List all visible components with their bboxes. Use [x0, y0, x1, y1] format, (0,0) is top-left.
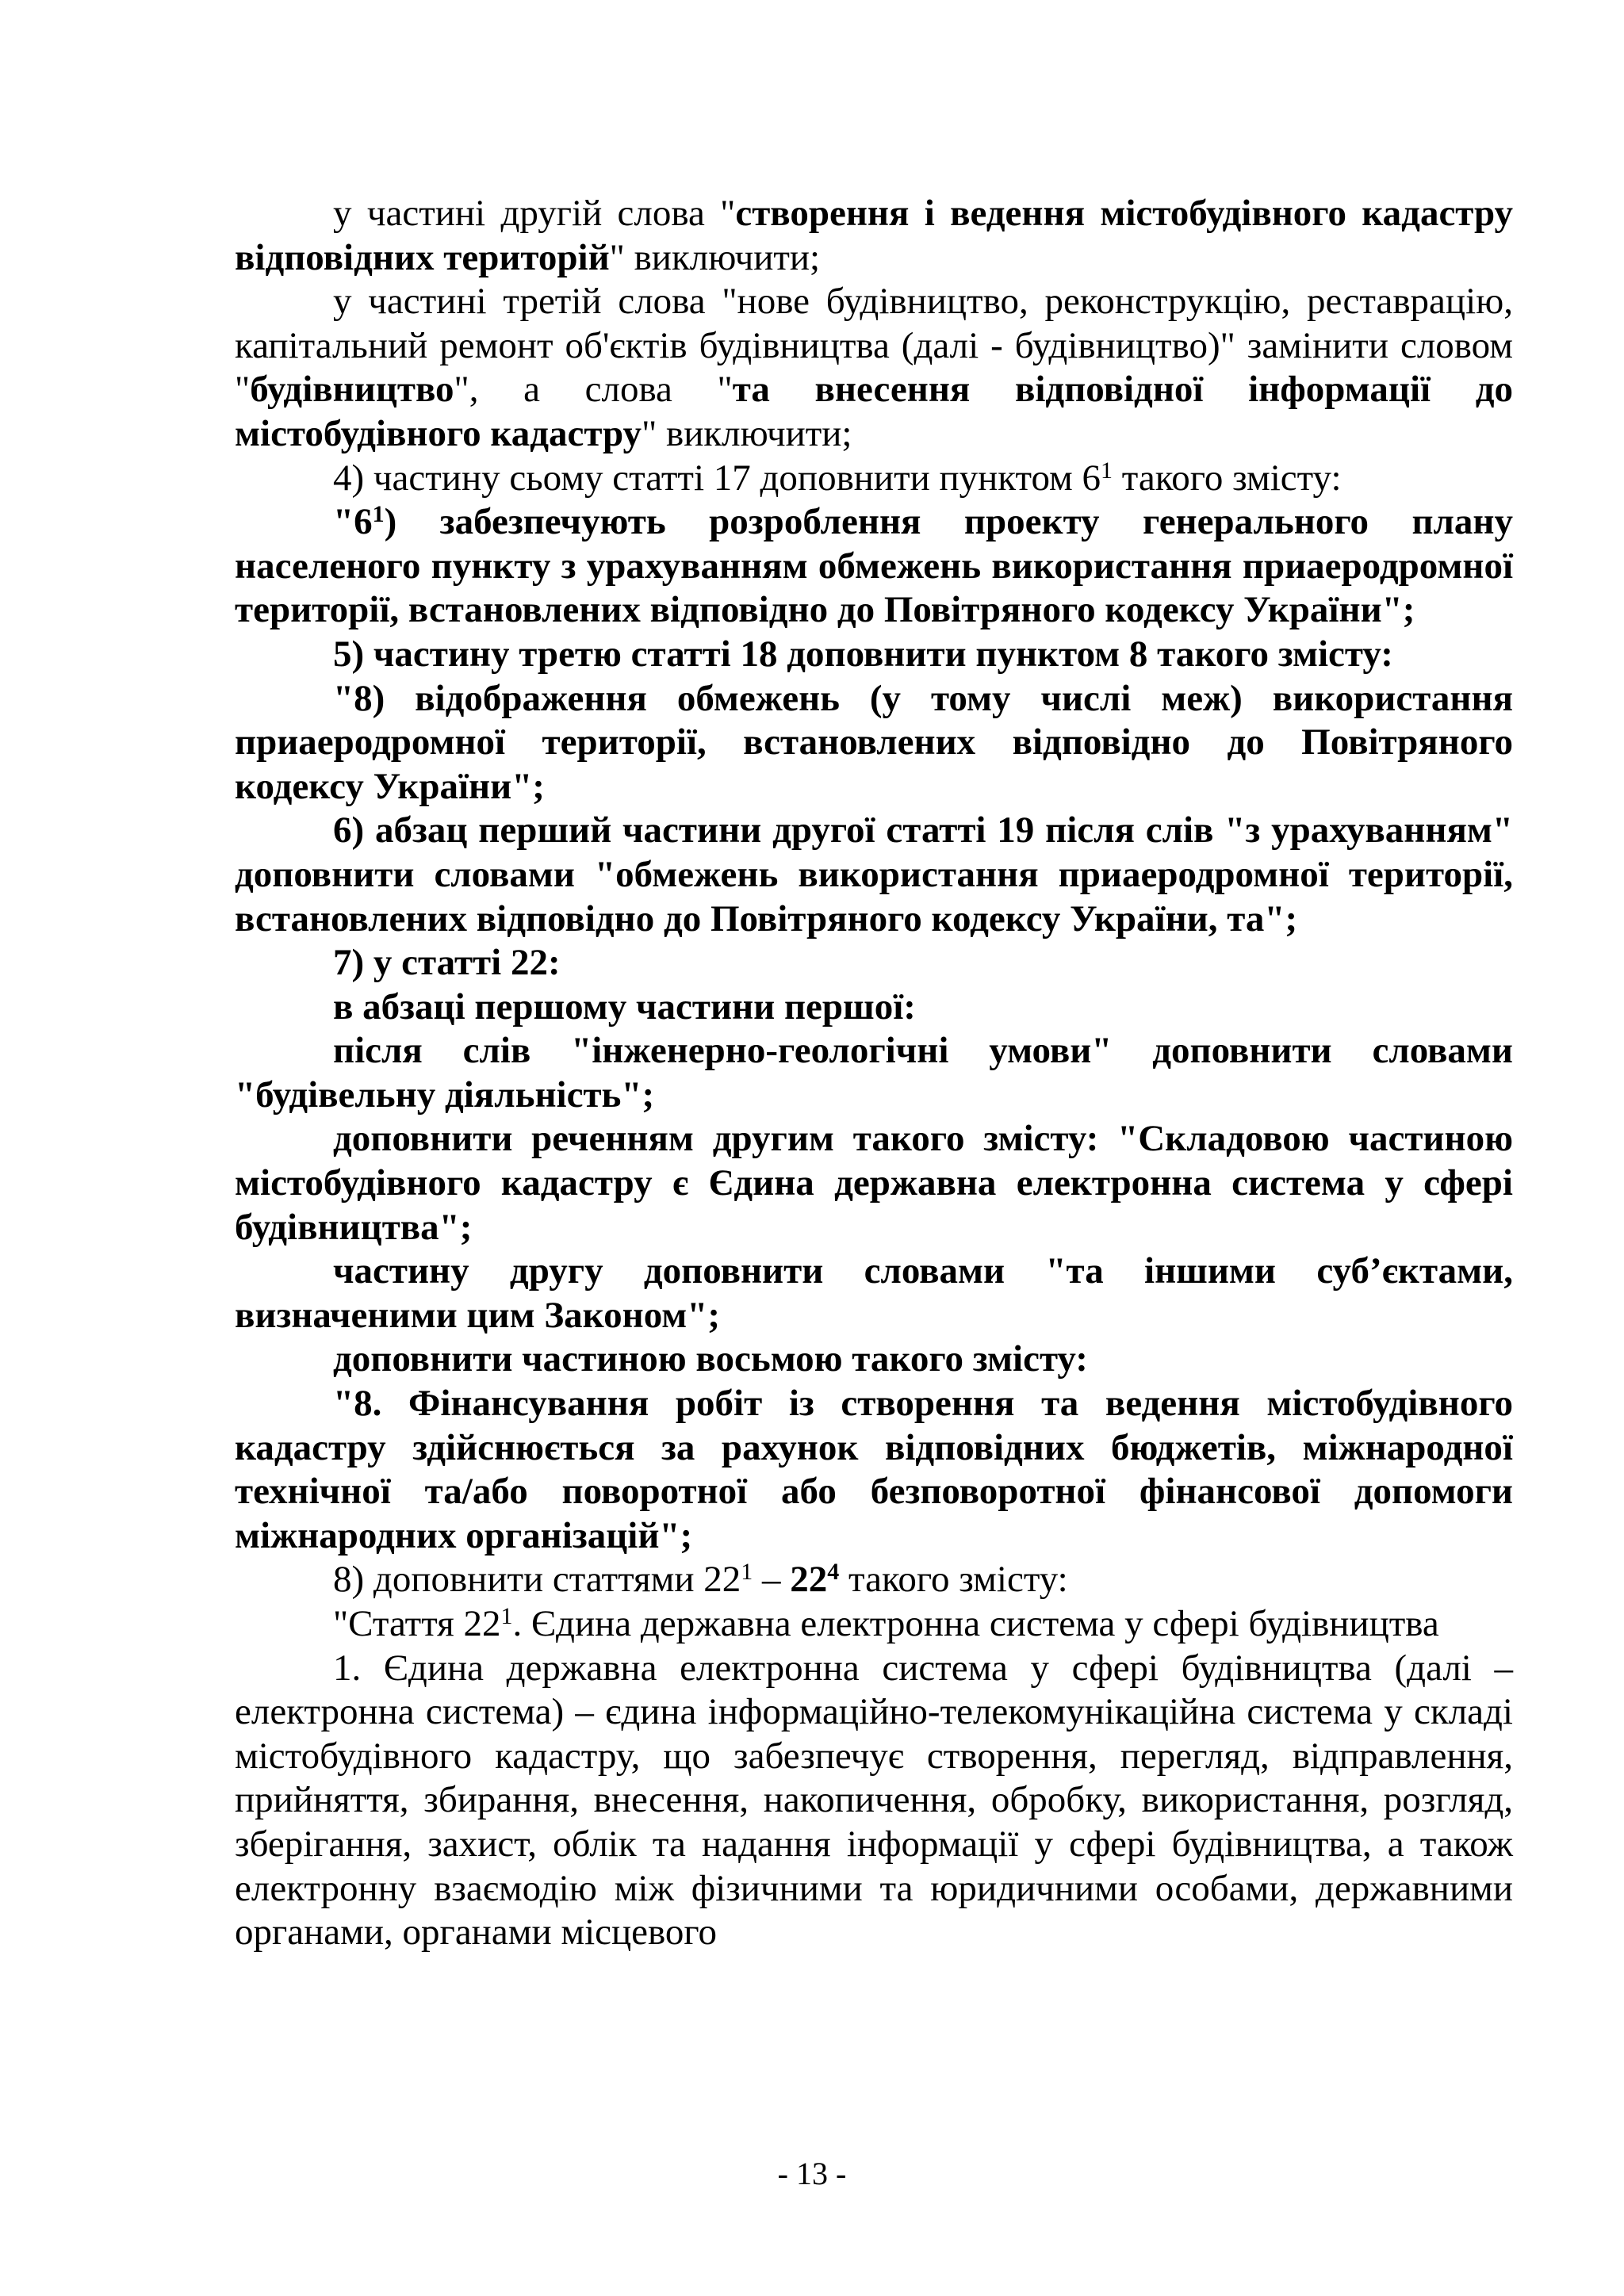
paragraph — [235, 1558, 1513, 1602]
text-run: "Стаття 22 — [333, 1603, 501, 1644]
bold-text: "6 — [333, 501, 373, 543]
paragraph — [235, 677, 1513, 809]
superscript-text: 1 — [741, 1559, 753, 1586]
bold-text: 22 — [790, 1559, 828, 1601]
superscript-text: 1 — [372, 501, 385, 528]
bold-text: 5) частину третю статті 18 доповнити пунктом 8 такого змісту: — [333, 633, 1393, 675]
paragraph — [235, 1382, 1513, 1558]
paragraph — [235, 1029, 1513, 1117]
paragraph — [235, 280, 1513, 456]
superscript-text: 1 — [1101, 457, 1113, 484]
document-body — [235, 192, 1513, 1955]
text-run: " виключити; — [609, 236, 821, 278]
bold-text: частину другу доповнити словами "та іншими суб’єктами, визначеними цим Законом"; — [235, 1250, 1513, 1336]
paragraph — [235, 1249, 1513, 1337]
text-run: у частині третій слова "нове будівництво, реконструкцію, реставрацію, капітальний ремонт об'єктів будівництва (далі - будівництво)" замінити словом " — [235, 281, 1513, 411]
bold-text: доповнити частиною восьмою такого змісту: — [333, 1338, 1088, 1380]
paragraph — [235, 809, 1513, 941]
paragraph — [235, 457, 1513, 501]
text-run: 8) доповнити статтями 22 — [333, 1559, 741, 1601]
bold-text: після слів "інженерно-геологічні умови" доповнити словами "будівельну діяльність"; — [235, 1030, 1513, 1115]
text-run: у частині другій слова " — [333, 193, 736, 234]
paragraph — [235, 941, 1513, 985]
bold-text: ) забезпечують розроблення проекту генерального плану населеного пункту з урахуванням обмежень використання приаеродромної території, встановлених відповідно до Повітряного кодексу України"; — [235, 501, 1513, 631]
text-run: 1. Єдина державна електронна система у сфері будівництва (далі – електронна система) – єдина інформаційно-телекомунікаційна система у складі містобудівного кадастру, що забезпечує створення, перегляд, відправлення, прийняття, збирання, внесення, накопичення, обробку, використання, розгляд, зберігання, захист, облік та надання інформації у сфері будівництва, а також електронну взаємодію між фізичними та юридичними особами, державними органами, органами місцевого — [235, 1647, 1513, 1954]
paragraph — [235, 192, 1513, 280]
text-run: ", а слова " — [454, 369, 733, 411]
text-run: такого змісту: — [839, 1559, 1068, 1601]
paragraph — [235, 1602, 1513, 1647]
paragraph — [235, 500, 1513, 633]
bold-text: 6) абзац перший частини другої статті 19 після слів "з урахуванням" доповнити словами "обмежень використання приаеродромної території, встановлених відповідно до Повітряного кодексу України, та"; — [235, 809, 1513, 939]
paragraph — [235, 1647, 1513, 1955]
paragraph — [235, 633, 1513, 677]
bold-text: створення і ведення містобудівного кадастру відповідних територій — [235, 193, 1513, 278]
bold-text: та внесення відповідної інформації до містобудівного кадастру — [235, 369, 1514, 454]
bold-text: доповнити реченням другим такого змісту: "Складовою частиною містобудівного кадастру є Єдина державна електронна система у сфері будівництва"; — [235, 1118, 1513, 1248]
text-run: такого змісту: — [1113, 457, 1342, 499]
paragraph — [235, 985, 1513, 1030]
text-run: 4) частину сьому статті 17 доповнити пунктом 6 — [333, 457, 1101, 499]
text-run: " виключити; — [642, 412, 852, 454]
bold-text: будівництво — [250, 369, 454, 411]
page-number: - 13 - — [777, 2156, 847, 2191]
superscript-text: 1 — [500, 1603, 513, 1629]
bold-text: "8. Фінансування робіт із створення та ведення містобудівного кадастру здійснюється за рахунок відповідних бюджетів, міжнародної технічної та/або поворотної або безповоротної фінансової допомоги міжнародних організацій"; — [235, 1383, 1513, 1556]
paragraph — [235, 1337, 1513, 1382]
text-run: . Єдина державна електронна система у сфері будівництва — [512, 1603, 1439, 1644]
bold-text: в абзаці першому частини першої: — [333, 985, 916, 1027]
paragraph — [235, 1117, 1513, 1249]
bold-text: 7) у статті 22: — [333, 942, 561, 984]
text-run: – — [753, 1559, 791, 1601]
superscript-text: 4 — [827, 1559, 840, 1586]
bold-text: "8) відображення обмежень (у тому числі меж) використання приаеродромної території, встановлених відповідно до Повітряного кодексу України"; — [235, 677, 1513, 807]
